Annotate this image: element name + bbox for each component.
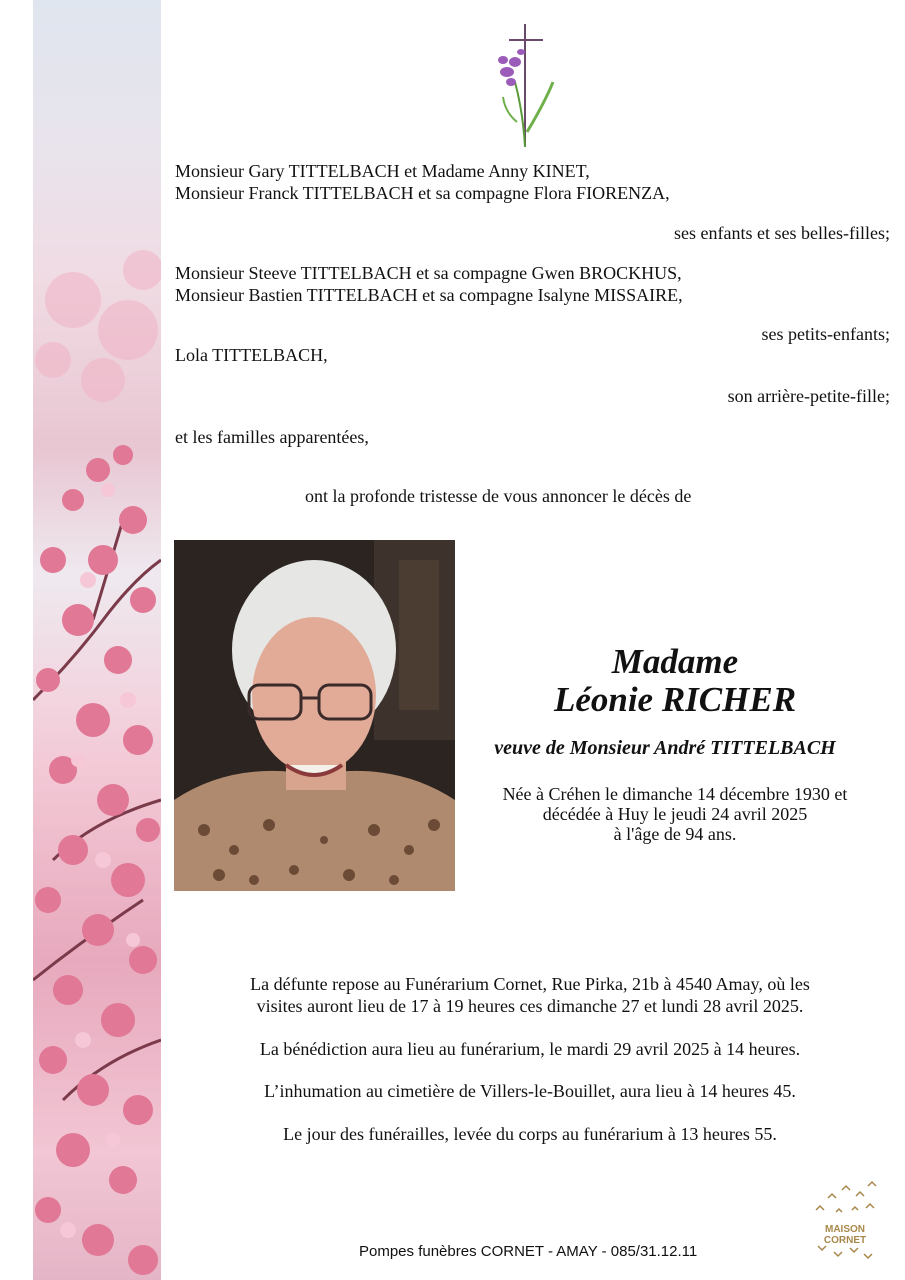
rest-line-2: visites auront lieu de 17 à 19 heures ces dimanche 27 et lundi 28 avril 2025. [256,996,804,1016]
children-line-1: Monsieur Gary TITTELBACH et Madame Anny KINET, [175,161,590,181]
widow-of: veuve de Monsieur André TITTELBACH [494,737,836,759]
logo-birds-lower-icon [806,1238,884,1268]
announcement: ont la profonde tristesse de vous annoncer le décès de [305,486,692,506]
portrait-photo [174,540,455,891]
related-families: et les familles apparentées, [175,427,369,447]
blessing-info: La bénédiction aura lieu au funérarium, le mardi 29 avril 2025 à 14 heures. [259,1039,801,1059]
grandchildren-line-1: Monsieur Steeve TITTELBACH et sa compagne Gwen BROCKHUS, [175,263,682,283]
funeral-home-footer: Pompes funèbres CORNET - AMAY - 085/31.12.11 [359,1243,698,1260]
cherry-blossom-border [33,0,161,1280]
birth-death-details [460,784,890,844]
departure-info: Le jour des funérailles, levée du corps au funérarium à 13 heures 55. [283,1124,777,1144]
logo-birds-icon [806,1180,884,1224]
logo-text: MAISON CORNET [823,1224,867,1246]
grandchildren-role: ses petits-enfants; [761,324,890,344]
children-line-2: Monsieur Franck TITTELBACH et sa compagne Flora FIORENZA, [175,183,670,203]
deceased-name: Léonie RICHER [553,680,797,719]
deceased-title: Madame [611,642,739,681]
blossom-illustration [33,0,161,1280]
cross-flower-icon [495,22,565,157]
burial-info: L’inhumation au cimetière de Villers-le-Bouillet, aura lieu à 14 heures 45. [264,1081,796,1101]
birth-line-3: à l'âge de 94 ans. [613,824,737,844]
birth-line-2: décédée à Huy le jeudi 24 avril 2025 [542,804,808,824]
birth-line-1: Née à Créhen le dimanche 14 décembre 1930 et [502,784,848,804]
maison-cornet-logo [806,1180,884,1268]
children-role: ses enfants et ses belles-filles; [674,223,890,243]
grandchildren-line-2: Monsieur Bastien TITTELBACH et sa compagne Isalyne MISSAIRE, [175,285,683,305]
rest-line-1: La défunte repose au Funérarium Cornet, Rue Pirka, 21b à 4540 Amay, où les [250,974,810,994]
great-grandchild: Lola TITTELBACH, [175,345,328,365]
great-grandchild-role: son arrière-petite-fille; [727,386,890,406]
